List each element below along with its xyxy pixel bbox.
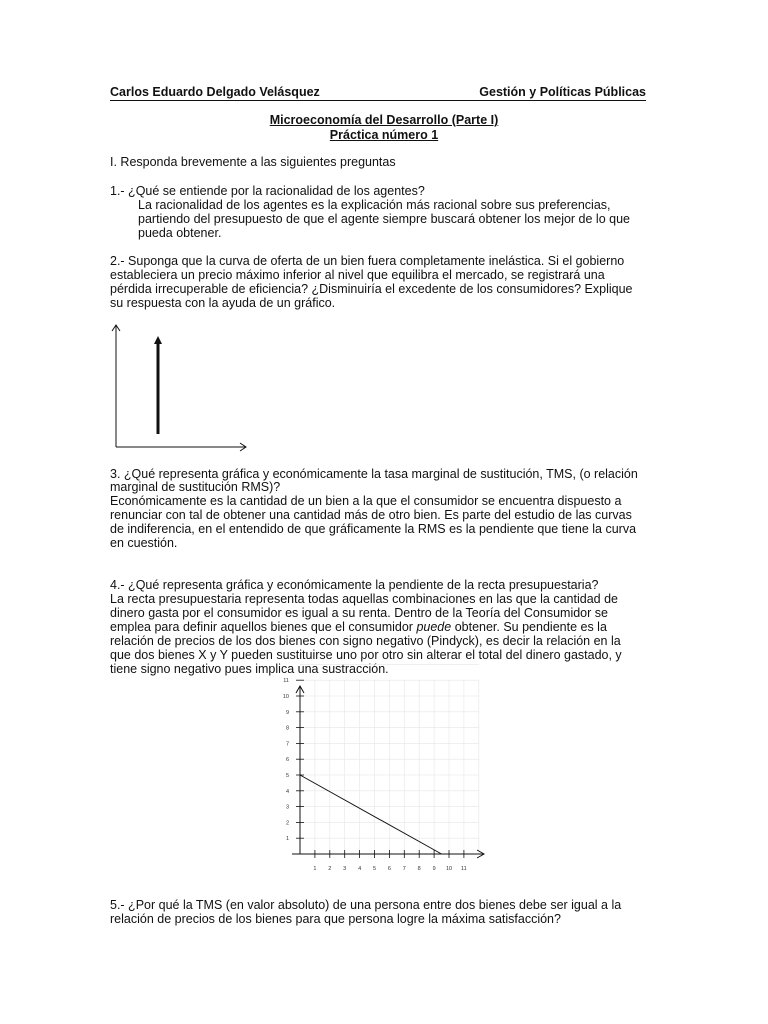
answer-3-line: de indiferencia, en el entendido de que gráficamente la RMS es la pendiente que tiene la curva [110,522,637,536]
question-2-line: su respuesta con la ayuda de un gráfico. [110,296,336,310]
supply-curve-layer [154,336,162,434]
answer-4-line: tiene signo negativo pues implica una sustracción. [110,662,389,676]
x-tick-label: 11 [461,866,467,872]
question-1: 1.- ¿Qué se entiende por la racionalidad de los agentes? [110,184,425,198]
course-name: Gestión y Políticas Públicas [479,85,646,99]
chart-grid [300,664,479,854]
header-underline [110,100,646,101]
x-tick-label: 9 [432,866,436,872]
document-title: Microeconomía del Desarrollo (Parte I) [269,113,499,127]
x-tick-label: 2 [328,866,332,872]
author-name: Carlos Eduardo Delgado Velásquez [110,85,320,99]
y-tick-label: 7 [285,741,289,748]
answer-4-line: La recta presupuestaria representa todas aquellas combinaciones en las que la cantidad de [110,592,618,606]
answer-4-line: que dos bienes X y Y pueden sustituirse uno por otro sin alterar el total del dinero gastado, y [110,648,622,662]
question-3-line: 3. ¿Qué representa gráfica y económicamente la tasa marginal de sustitución, TMS, (o relación [110,467,638,481]
x-tick-label: 7 [402,866,406,872]
answer-4-line: relación de precios de los dos bienes con signo negativo (Pindyck), es decir la relación en la [110,634,621,648]
answer-4-line: emplea para definir aquellos bienes que el consumidor puede obtener. Su pendiente es la [110,620,607,634]
answer-1-line: La racionalidad de los agentes es la explicación más racional sobre sus preferencias, [138,198,611,212]
y-tick-label: 1 [285,836,289,843]
question-2-line: pérdida irrecuperable de eficiencia? ¿Disminuiría el excedente de los consumidores? Explique [110,282,633,296]
y-tick-label: 3 [285,804,289,811]
supply-arrowhead [154,336,162,344]
budget-line-layer [300,775,442,854]
emphasized-word: puede [416,620,452,634]
y-tick-label: 2 [285,820,289,827]
y-tick-label: 11 [283,678,289,685]
inelastic-supply-chart [108,322,254,456]
question-5-line: 5.- ¿Por qué la TMS (en valor absoluto) de una persona entre dos bienes debe ser igual a la [110,898,622,912]
y-tick-label: 4 [285,788,289,795]
question-2-line: estableciera un precio máximo inferior al nivel que equilibra el mercado, se registrará una [110,268,605,282]
question-4: 4.- ¿Qué representa gráfica y económicamente la pendiente de la recta presupuestaria? [110,578,599,592]
budget-line-chart [272,678,488,872]
x-tick-label: 3 [343,866,347,872]
y-tick-label: 8 [285,725,289,732]
y-tick-label: 6 [285,757,289,764]
section-heading: I. Responda brevemente a las siguientes preguntas [110,155,396,169]
x-tick-label: 10 [445,866,453,872]
answer-3-line: en cuestión. [110,536,178,550]
answer-3-line: renunciar con tal de obtener una cantidad más de otro bien. Es parte del estudio de las curvas [110,508,632,522]
x-tick-label: 1 [313,866,317,872]
x-tick-label: 5 [372,866,377,872]
chart-axes [112,325,246,451]
question-2-line: 2.- Suponga que la curva de oferta de un bien fuera completamente inelástica. Si el gobierno [110,254,625,268]
answer-1-line: pueda obtener. [138,226,222,240]
document-subtitle: Práctica número 1 [329,128,439,142]
y-tick-label: 9 [285,709,289,716]
x-tick-label: 6 [387,866,391,872]
y-tick-label: 5 [285,773,289,779]
budget-line [300,775,442,854]
answer-4-line: dinero gasta por el consumidor es igual a su renta. Dentro de la Teoría del Consumidor se [110,606,608,620]
question-5-line: relación de precios de los bienes para que persona logre la máxima satisfacción? [110,912,561,926]
answer-3-line: Económicamente es la cantidad de un bien a la que el consumidor se encuentra dispuesto a [110,494,622,508]
question-3-line: marginal de sustitución RMS)? [110,480,281,494]
x-tick-label: 8 [417,866,421,872]
x-tick-label: 4 [358,866,362,872]
answer-1-line: partiendo del presupuesto de que el agente siempre buscará obtener los mejor de lo que [138,212,630,226]
y-tick-label: 10 [282,694,289,700]
